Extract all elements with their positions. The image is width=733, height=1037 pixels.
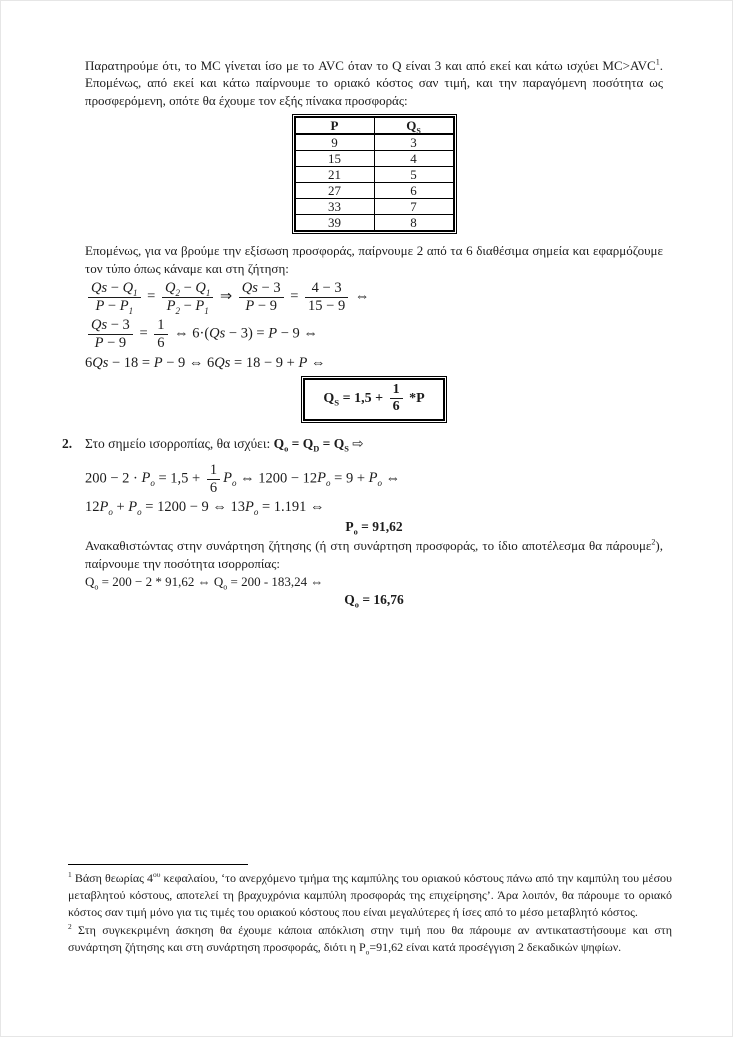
table-cell-price: 21 xyxy=(295,167,375,183)
boxed-equation-container xyxy=(85,376,663,423)
equilibrium-price-result: $P_o = 91,62$ xyxy=(345,519,403,537)
table-header-row xyxy=(295,117,454,134)
supply-table-frame xyxy=(292,114,457,234)
equation-derivation-line3: 6Qs − 18 = P − 9 ⇔ 6Qs = 18 − 9 + P ⇔ xyxy=(85,354,326,371)
supply-table-head xyxy=(295,117,454,134)
document-content xyxy=(62,57,663,611)
table-row xyxy=(295,151,454,167)
supply-table xyxy=(294,116,455,232)
list-item-2 xyxy=(62,435,663,454)
table-row xyxy=(295,134,454,151)
footnotes-section xyxy=(68,864,672,956)
table-cell-price: 9 xyxy=(295,134,375,151)
paragraph-method: Επομένως, για να βρούμε την εξίσωση προσφοράς, παίρνουμε 2 από τα 6 διαθέσιμα σημεία και εφαρμόζουμε τον τύπο όπως κάναμε και στη ζήτηση: xyxy=(85,243,663,276)
supply-table-body xyxy=(295,134,454,231)
equation-derivation-line2: $\frac{Qs - 3}{P - 9}$ = $\frac{1}{6}$ ⇔ 6·(Qs − 3) = P − 9 ⇔ xyxy=(85,317,663,351)
table-cell-price: 15 xyxy=(295,151,375,167)
table-row xyxy=(295,199,454,215)
paragraph-substitution: Ανακαθιστώντας στην συνάρτηση ζήτησης (ή στη συνάρτηση προσφοράς, το ίδιο αποτέλεσμα θα πάρουμε$^2$), παίρνουμε την ποσότητα ισορροπίας: xyxy=(85,537,663,571)
supply-equation-result: $Q_S = 1,5$ + $\frac{1}{6}$ *P xyxy=(303,378,444,421)
equation-equilibrium-line2: $12P_o + P_o = 1200 - 9$ ⇔ $13P_o = 1.191$ ⇔ xyxy=(85,499,325,518)
footnote-1: $^1$ Βάση θεωρίας $4^{o\upsilon}$ κεφαλαίου, ‘το ανερχόμενο τμήμα της καμπύλης του οριακού κόστους πάνω από την καμπύλη του μέσου μεταβλητού κόστους, αποτελεί τη βραχυχρόνια καμπύλη προσφοράς της επιχείρησης’. Άρα λοιπόν, θα πάρουμε το οριακό κόστος σαν τιμή μόνο για τις τιμές του οριακού κόστους που είναι μεγαλύτερες ή ίσες από το μέσο μεταβλητό κόστος. xyxy=(68,870,672,920)
list-item-text: Στο σημείο ισορροπίας, θα ισχύει: $Q_o = Q_D = Q_S$ ⇨ xyxy=(85,435,364,454)
paragraph-observation: Παρατηρούμε ότι, το MC γίνεται ίσο με το AVC όταν το Q είναι 3 και από εκεί και κάτω ισχύει $MC>AVC^1$. Επομένως, από εκεί και κάτω παίρνουμε το οριακό κόστος σαν τιμή, και την παραγόμενη ποσότητα ως προσφερόμενη, οπότε θα έχουμε τον εξής πίνακα προσφοράς: xyxy=(85,57,663,108)
table-cell-quantity: 6 xyxy=(374,183,454,199)
table-cell-price: 27 xyxy=(295,183,375,199)
table-cell-price: 39 xyxy=(295,215,375,232)
list-item-number: 2. xyxy=(62,435,73,451)
supply-table-container xyxy=(85,114,663,239)
table-row xyxy=(295,183,454,199)
boxed-equation-frame xyxy=(301,376,446,423)
equilibrium-quantity-result: $Q_o = 16,76$ xyxy=(344,592,404,611)
footnote-2: $^2$ Στη συγκεκριμένη άσκηση θα έχουμε κάποια απόκλιση στην τιμή που θα πάρουμε αν αντικαταστήσουμε και στη συνάρτηση ζήτησης και στη συνάρτηση προσφοράς, διότι η $P_o=91,62$ είναι κατά προσέγγιση 2 δεκαδικών ψηφίων. xyxy=(68,921,672,957)
table-header-quantity: $Q_S$ xyxy=(374,117,454,134)
equation-derivation-line1: $\frac{Qs - Q_1}{P - P_1}$ = $\frac{Q_2 - Q_1}{P_2 - P_1}$ ⇒ $\frac{Qs - 3}{P - 9}$ = $\frac{4 - 3}{15 - 9}$ ⇔ xyxy=(85,280,663,314)
equation-equilibrium-line1: $200 - 2 \cdot P_o = 1,5$ + $\frac{1}{6}$ $P_o$ ⇔ $1200 - 12P_o = 9 + P_o$ ⇔ xyxy=(85,461,401,496)
table-cell-quantity: 3 xyxy=(374,134,454,151)
table-row xyxy=(295,215,454,232)
footnote-separator xyxy=(68,864,248,865)
table-header-price: P xyxy=(295,117,375,134)
table-cell-quantity: 7 xyxy=(374,199,454,215)
table-cell-price: 33 xyxy=(295,199,375,215)
quantity-calculation-line: $Q_o = 200 - 2 * 91,62$ ⇔ $Q_o = 200 - 183,24$ ⇔ xyxy=(85,574,324,592)
table-cell-quantity: 5 xyxy=(374,167,454,183)
table-cell-quantity: 4 xyxy=(374,151,454,167)
table-cell-quantity: 8 xyxy=(374,215,454,232)
table-row xyxy=(295,167,454,183)
